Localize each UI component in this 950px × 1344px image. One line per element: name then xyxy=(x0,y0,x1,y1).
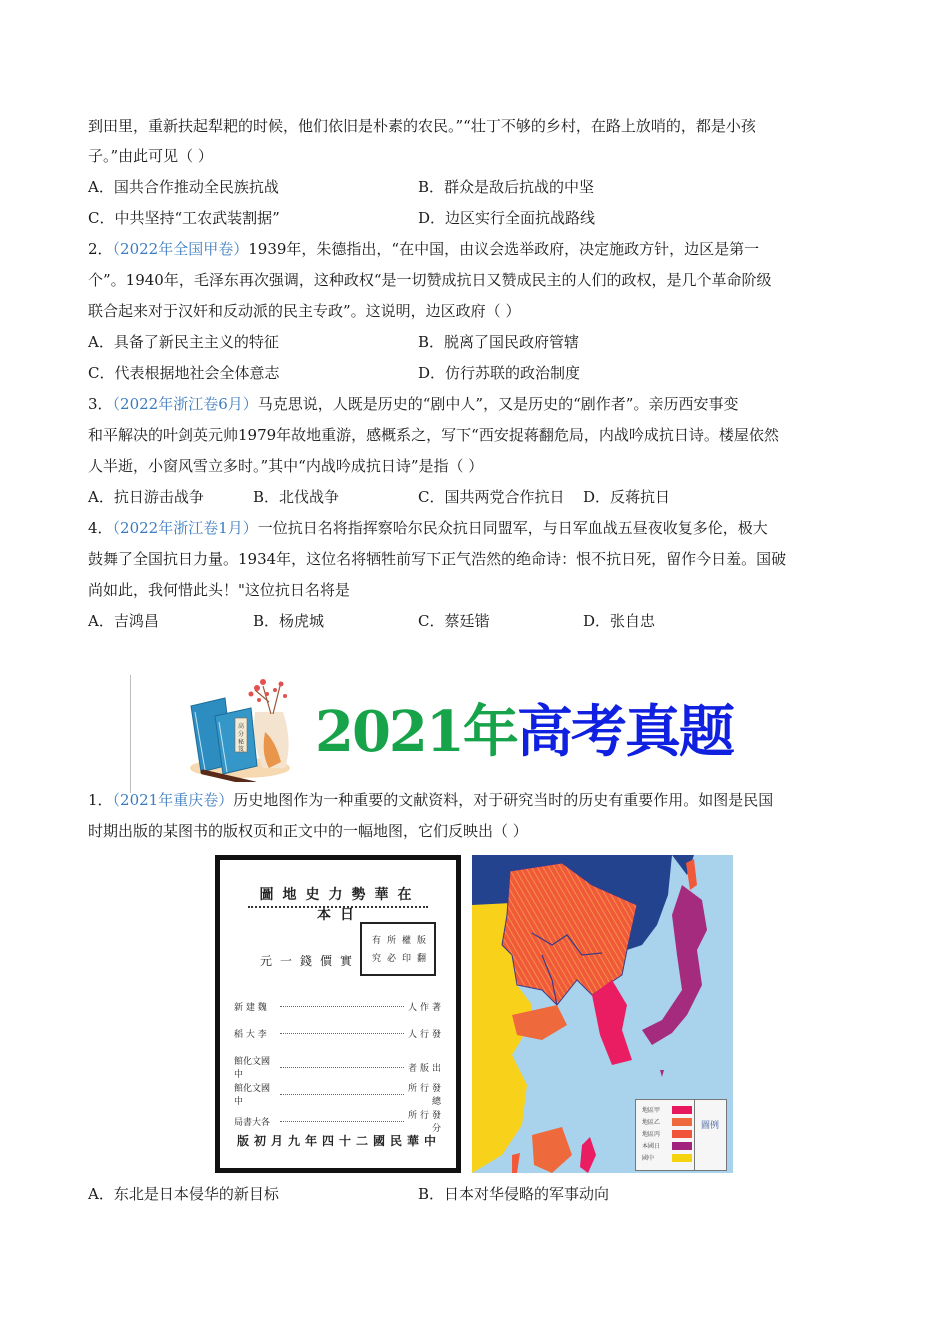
q3-option-d: D．反蒋抗日 xyxy=(583,488,671,506)
q2-text-line3: 联合起来对于汉奸和反动派的民主专政”。这说明，边区政府（ ） xyxy=(88,302,521,320)
copyright-book-title: 圖地史力勢華在本日 xyxy=(259,887,421,923)
legend-divider xyxy=(694,1100,695,1170)
q2021-1-option-a: A．东北是日本侵华的新目标 xyxy=(88,1185,279,1203)
copyright-row: 局書大各 所行發分 xyxy=(234,1111,444,1134)
q4-text-line2: 鼓舞了全国抗日力量。1934年，这位名将牺牲前写下正气浩然的绝命诗：恨不抗日死，留作今日羞。国破 xyxy=(88,550,787,568)
q4-text-line1 xyxy=(88,518,878,538)
svg-text:笈: 笈 xyxy=(237,746,245,753)
legend-swatch xyxy=(672,1118,692,1126)
q2021-1-stem-1: 历史地图作为一种重要的文献资料，对于研究当时的历史有重要作用。如图是民国 xyxy=(233,791,774,809)
legend-labels: 地區甲 地區乙 地區丙 本國日 國中 xyxy=(642,1107,661,1162)
books-vase-illustration-icon xyxy=(185,672,305,782)
q1-text-line2: 子。”由此可见（ ） xyxy=(88,147,213,165)
copyright-row: 館化文國中 所行發總 xyxy=(234,1084,444,1107)
copyright-page-figure xyxy=(215,855,461,1173)
q3-source: （2022年浙江卷6月） xyxy=(112,395,258,413)
q1-option-b: B．群众是敌后抗战的中坚 xyxy=(418,178,595,196)
title-underline xyxy=(248,906,428,908)
q2021-1-text-line2: 时期出版的某图书的版权页和正文中的一幅地图，它们反映出（ ） xyxy=(88,822,528,840)
legend-title: 圖例 xyxy=(700,1121,719,1131)
q4-text-line3: 尚如此，我何惜此头！"这位抗日名将是 xyxy=(88,581,350,599)
q2-text-line1 xyxy=(88,239,878,259)
copyright-notice-line2: 究必印翻 xyxy=(372,954,433,964)
section-banner xyxy=(185,672,733,782)
copyright-edition: 版初月九年四十二國民華中 xyxy=(236,1134,441,1148)
q2021-1-number: 1． xyxy=(88,791,113,809)
copyright-price: 元一錢價實 xyxy=(260,954,361,968)
svg-text:秘: 秘 xyxy=(237,739,245,746)
q1-option-c: C．中共坚持“工农武装割据” xyxy=(88,209,280,227)
q2-source: （2022年全国甲卷） xyxy=(112,240,249,258)
historical-map-figure xyxy=(472,855,733,1173)
section-heading xyxy=(315,700,733,764)
q2-option-d: D．仿行苏联的政治制度 xyxy=(418,364,581,382)
q3-number: 3． xyxy=(88,395,113,413)
q2-option-b: B．脱离了国民政府管辖 xyxy=(418,333,580,351)
legend-swatch xyxy=(672,1142,692,1150)
section-heading-year: 2021年 xyxy=(315,699,517,765)
svg-text:分: 分 xyxy=(237,731,245,738)
q3-option-c: C．国共两党合作抗日 xyxy=(418,488,565,506)
copyright-row: 新 建 魏 人作著 xyxy=(234,1003,444,1013)
map-legend xyxy=(635,1099,727,1171)
q1-option-a: A．国共合作推动全民族抗战 xyxy=(88,178,279,196)
legend-swatch xyxy=(672,1106,692,1114)
q2-option-a: A．具备了新民主主义的特征 xyxy=(88,333,279,351)
legend-swatch xyxy=(672,1154,692,1162)
margin-rule xyxy=(130,675,131,793)
q2-option-c: C．代表根据地社会全体意志 xyxy=(88,364,280,382)
q4-option-d: D．张自忠 xyxy=(583,612,656,630)
copyright-row: 稻 大 李 人行發 xyxy=(234,1030,444,1040)
q1-option-d: D．边区实行全面抗战路线 xyxy=(418,209,596,227)
q2021-1-text-line1 xyxy=(88,790,878,810)
q3-text-line3: 人半逝，小窗风雪立多时。”其中“内战吟成抗日诗”是指（ ） xyxy=(88,457,484,475)
section-heading-title: 高考真题 xyxy=(516,699,733,765)
q2-number: 2． xyxy=(88,240,113,258)
q3-text-line2: 和平解决的叶剑英元帅1979年故地重游，感概系之，写下“西安捉蒋翻危局，内战吟成抗日诗。楼屋依然 xyxy=(88,426,779,444)
q4-stem-1: 一位抗日名将指挥察哈尔民众抗日同盟军，与日军血战五昼夜收复多伦，极大 xyxy=(257,519,768,537)
q4-option-b: B．杨虎城 xyxy=(253,612,325,630)
q2021-1-source: （2021年重庆卷） xyxy=(112,791,234,809)
book-label-char: 高 xyxy=(237,723,245,730)
q4-option-a: A．吉鸿昌 xyxy=(88,612,159,630)
copyright-row: 館化文國中 者版出 xyxy=(234,1057,444,1080)
q4-option-c: C．蔡廷锴 xyxy=(418,612,490,630)
copyright-notice-box xyxy=(360,922,436,976)
q3-option-a: A．抗日游击战争 xyxy=(88,488,204,506)
q1-text-line1: 到田里，重新扶起犁耙的时候，他们依旧是朴素的农民。”“壮丁不够的乡村，在路上放哨的，都是小孩 xyxy=(88,117,756,135)
q2021-1-option-b: B．日本对华侵略的军事动向 xyxy=(418,1185,610,1203)
q3-stem-1: 马克思说，人既是历史的“剧中人”，又是历史的“剧作者”。亲历西安事变 xyxy=(257,395,739,413)
q2-text-line2: 个”。1940年，毛泽东再次强调，这种政权“是一切赞成抗日又赞成民主的人们的政权，是几个革命阶级 xyxy=(88,271,772,289)
q4-source: （2022年浙江卷1月） xyxy=(112,519,258,537)
q3-text-line1 xyxy=(88,394,878,414)
q2-stem-1: 1939年，朱德指出，“在中国，由议会选举政府，决定施政方针，边区是第一 xyxy=(248,240,760,258)
q3-option-b: B．北伐战争 xyxy=(253,488,340,506)
q4-number: 4． xyxy=(88,519,113,537)
copyright-notice-line1: 有所權版 xyxy=(372,936,433,946)
legend-swatch xyxy=(672,1130,692,1138)
